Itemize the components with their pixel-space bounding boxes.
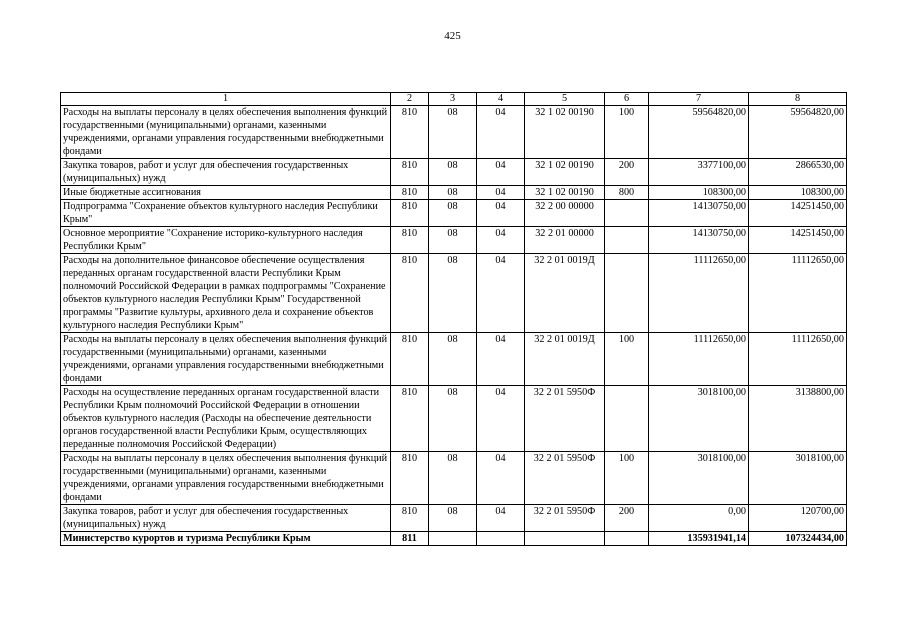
row-ministry-code: 810 — [391, 227, 429, 254]
row-amount-1: 0,00 — [649, 505, 749, 532]
row-name: Расходы на выплаты персоналу в целях обеспечения выполнения функций государственными (муниципальными) органами, казенными учреждениями, органами управления государственными внебюджетными фондами — [61, 333, 391, 386]
row-target-article: 32 1 02 00190 — [525, 159, 605, 186]
row-expense-type: 100 — [605, 333, 649, 386]
row-name: Основное мероприятие "Сохранение историко-культурного наследия Республики Крым" — [61, 227, 391, 254]
row-subsection — [477, 532, 525, 546]
row-section: 08 — [429, 386, 477, 452]
row-name: Закупка товаров, работ и услуг для обеспечения государственных (муниципальных) нужд — [61, 159, 391, 186]
row-target-article: 32 1 02 00190 — [525, 186, 605, 200]
row-amount-1: 14130750,00 — [649, 227, 749, 254]
row-amount-1: 108300,00 — [649, 186, 749, 200]
row-target-article: 32 2 01 5950Ф — [525, 452, 605, 505]
row-section: 08 — [429, 106, 477, 159]
row-subsection: 04 — [477, 386, 525, 452]
total-row — [61, 532, 847, 546]
row-amount-2: 107324434,00 — [749, 532, 847, 546]
row-amount-1: 11112650,00 — [649, 333, 749, 386]
col-header-1: 1 — [61, 93, 391, 106]
row-amount-1: 59564820,00 — [649, 106, 749, 159]
row-name: Подпрограмма "Сохранение объектов культурного наследия Республики Крым" — [61, 200, 391, 227]
row-section — [429, 532, 477, 546]
row-amount-2: 14251450,00 — [749, 200, 847, 227]
row-name: Расходы на дополнительное финансовое обеспечение осуществления переданных органам государственной власти Республики Крым полномочий Российской Федерации в рамках подпрограммы "Сохранение объектов культурного наследия Республики Крым" Государственной программы "Развитие культуры, архивного дела и сохранение объектов культурного наследия Республики Крым" — [61, 254, 391, 333]
row-ministry-code: 811 — [391, 532, 429, 546]
col-header-6: 6 — [605, 93, 649, 106]
row-amount-2: 120700,00 — [749, 505, 847, 532]
row-name: Иные бюджетные ассигнования — [61, 186, 391, 200]
row-target-article: 32 2 01 0019Д — [525, 333, 605, 386]
row-amount-1: 14130750,00 — [649, 200, 749, 227]
row-target-article: 32 2 01 0019Д — [525, 254, 605, 333]
row-name: Расходы на выплаты персоналу в целях обеспечения выполнения функций государственными (муниципальными) органами, казенными учреждениями, органами управления государственными внебюджетными фондами — [61, 452, 391, 505]
row-ministry-code: 810 — [391, 386, 429, 452]
row-ministry-code: 810 — [391, 505, 429, 532]
row-section: 08 — [429, 227, 477, 254]
row-amount-2: 108300,00 — [749, 186, 847, 200]
row-target-article: 32 2 01 5950Ф — [525, 386, 605, 452]
row-subsection: 04 — [477, 254, 525, 333]
row-subsection: 04 — [477, 200, 525, 227]
row-amount-1: 3018100,00 — [649, 452, 749, 505]
row-ministry-code: 810 — [391, 106, 429, 159]
col-header-5: 5 — [525, 93, 605, 106]
col-header-4: 4 — [477, 93, 525, 106]
row-expense-type — [605, 254, 649, 333]
table-row — [61, 254, 847, 333]
row-expense-type: 200 — [605, 159, 649, 186]
row-target-article — [525, 532, 605, 546]
row-subsection: 04 — [477, 452, 525, 505]
header-row — [61, 93, 847, 106]
row-amount-2: 11112650,00 — [749, 333, 847, 386]
row-expense-type — [605, 200, 649, 227]
row-amount-2: 3018100,00 — [749, 452, 847, 505]
row-ministry-code: 810 — [391, 333, 429, 386]
table-row — [61, 505, 847, 532]
row-subsection: 04 — [477, 159, 525, 186]
table-row — [61, 159, 847, 186]
row-ministry-code: 810 — [391, 200, 429, 227]
row-section: 08 — [429, 505, 477, 532]
budget-table — [60, 92, 847, 546]
row-subsection: 04 — [477, 505, 525, 532]
row-section: 08 — [429, 254, 477, 333]
table-row — [61, 186, 847, 200]
row-subsection: 04 — [477, 333, 525, 386]
row-section: 08 — [429, 186, 477, 200]
row-subsection: 04 — [477, 227, 525, 254]
row-expense-type — [605, 386, 649, 452]
row-target-article: 32 2 01 5950Ф — [525, 505, 605, 532]
table-row — [61, 106, 847, 159]
col-header-8: 8 — [749, 93, 847, 106]
row-amount-2: 59564820,00 — [749, 106, 847, 159]
table-row — [61, 386, 847, 452]
row-expense-type — [605, 532, 649, 546]
row-expense-type — [605, 227, 649, 254]
row-section: 08 — [429, 452, 477, 505]
table-row — [61, 227, 847, 254]
col-header-3: 3 — [429, 93, 477, 106]
table-row — [61, 333, 847, 386]
col-header-2: 2 — [391, 93, 429, 106]
row-section: 08 — [429, 333, 477, 386]
row-section: 08 — [429, 159, 477, 186]
row-amount-1: 3018100,00 — [649, 386, 749, 452]
col-header-7: 7 — [649, 93, 749, 106]
row-name: Расходы на осуществление переданных органам государственной власти Республики Крым полномочий Российской Федерации в отношении объектов культурного наследия (Расходы на обеспечение деятельности органов государственной власти Республики Крым, осуществляющих переданные полномочия Российской Федерации) — [61, 386, 391, 452]
row-name: Министерство курортов и туризма Республики Крым — [61, 532, 391, 546]
row-ministry-code: 810 — [391, 186, 429, 200]
row-amount-1: 3377100,00 — [649, 159, 749, 186]
row-subsection: 04 — [477, 106, 525, 159]
row-ministry-code: 810 — [391, 159, 429, 186]
row-ministry-code: 810 — [391, 254, 429, 333]
row-target-article: 32 2 00 00000 — [525, 200, 605, 227]
row-name: Закупка товаров, работ и услуг для обеспечения государственных (муниципальных) нужд — [61, 505, 391, 532]
row-expense-type: 200 — [605, 505, 649, 532]
row-expense-type: 100 — [605, 452, 649, 505]
row-amount-2: 2866530,00 — [749, 159, 847, 186]
row-section: 08 — [429, 200, 477, 227]
page-number: 425 — [444, 30, 461, 42]
row-name: Расходы на выплаты персоналу в целях обеспечения выполнения функций государственными (муниципальными) органами, казенными учреждениями, органами управления государственными внебюджетными фондами — [61, 106, 391, 159]
row-ministry-code: 810 — [391, 452, 429, 505]
row-amount-2: 11112650,00 — [749, 254, 847, 333]
row-amount-2: 3138800,00 — [749, 386, 847, 452]
row-amount-2: 14251450,00 — [749, 227, 847, 254]
row-target-article: 32 1 02 00190 — [525, 106, 605, 159]
row-expense-type: 100 — [605, 106, 649, 159]
row-amount-1: 135931941,14 — [649, 532, 749, 546]
row-expense-type: 800 — [605, 186, 649, 200]
row-amount-1: 11112650,00 — [649, 254, 749, 333]
row-target-article: 32 2 01 00000 — [525, 227, 605, 254]
table-row — [61, 200, 847, 227]
row-subsection: 04 — [477, 186, 525, 200]
table-row — [61, 452, 847, 505]
